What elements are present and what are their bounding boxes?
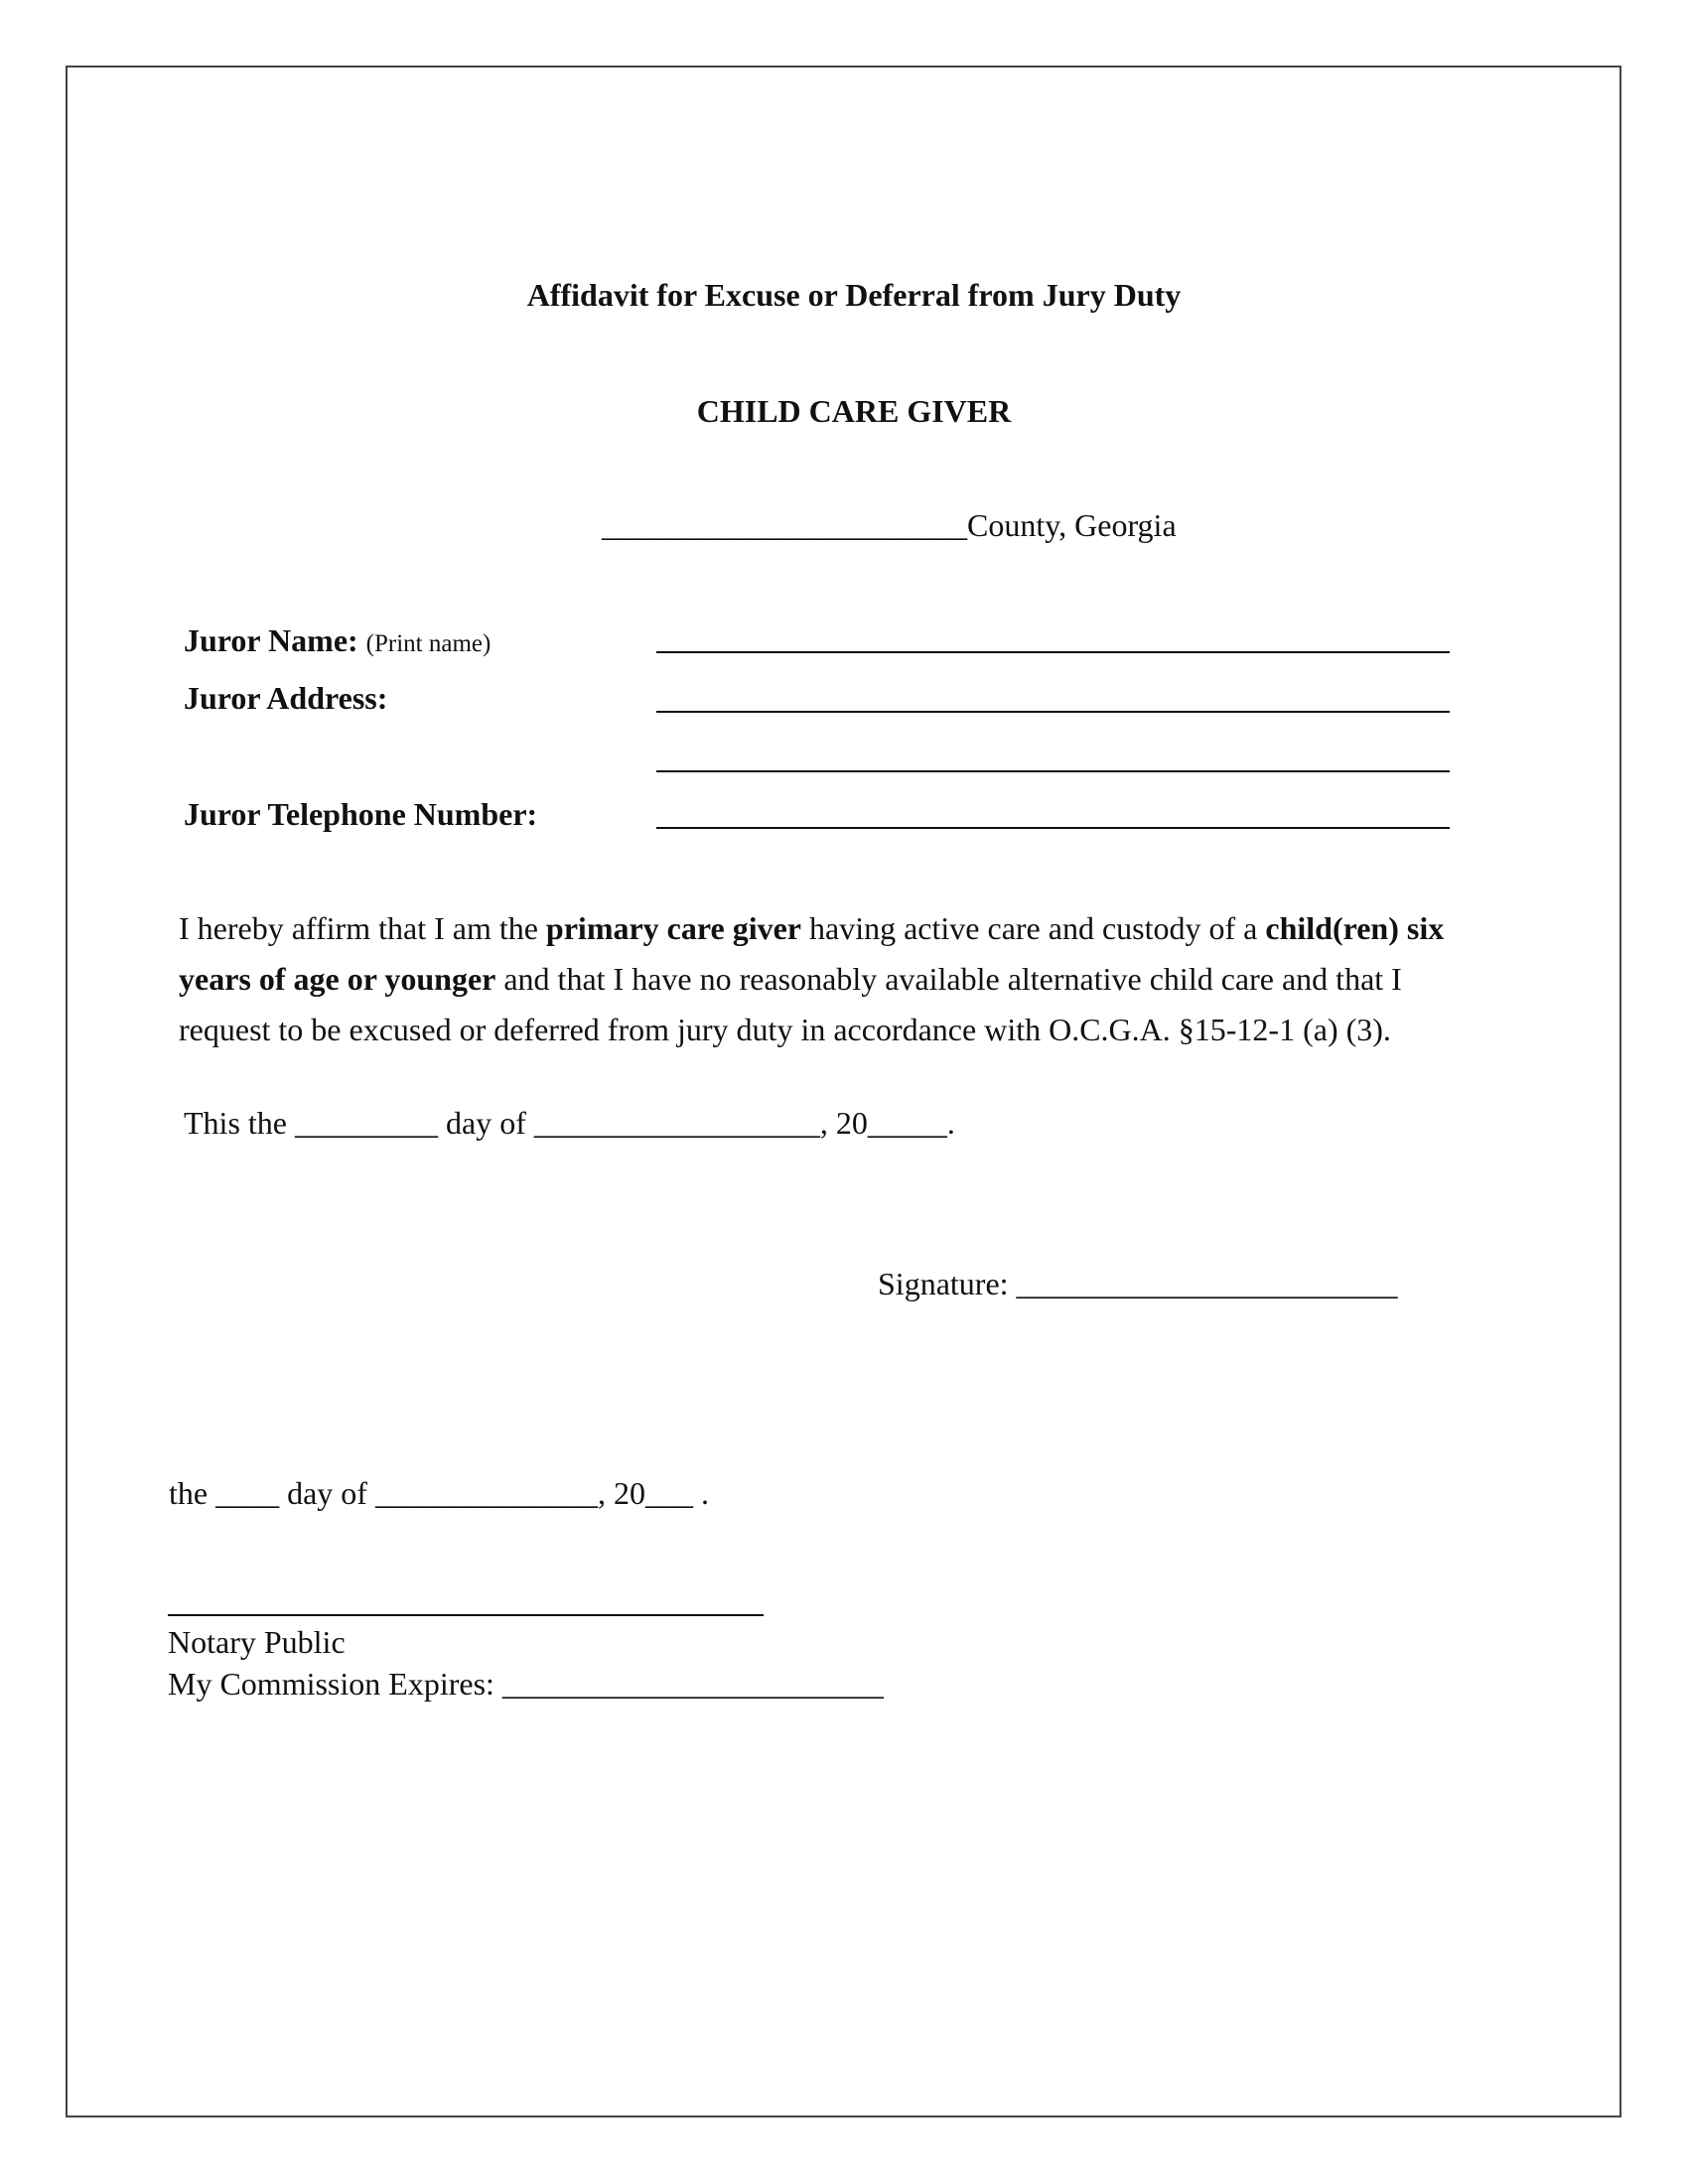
juror-address-label: Juror Address:: [184, 680, 388, 716]
juror-telephone-label: Juror Telephone Number:: [184, 796, 538, 832]
juror-telephone-field[interactable]: [656, 827, 1450, 829]
commission-expires-label: My Commission Expires:: [168, 1666, 502, 1702]
affirmation-text-1: I hereby affirm that I am the: [179, 910, 546, 946]
notary-signature-field[interactable]: [168, 1614, 764, 1616]
signature-blank[interactable]: ________________________: [1016, 1266, 1398, 1301]
affirmation-bold-children-age: child(ren) six years of age or younger: [179, 910, 1445, 997]
document-title: Affidavit for Excuse or Deferral from Jury Duty: [526, 277, 1182, 313]
signature-label: Signature:: [878, 1266, 1017, 1301]
commission-expires-line: [168, 1666, 884, 1703]
county-suffix: County, Georgia: [967, 507, 1177, 543]
page-border: [66, 66, 1621, 2117]
juror-name-label: [184, 622, 491, 659]
commission-expires-blank[interactable]: ________________________: [501, 1666, 884, 1702]
county-blank[interactable]: _______________________: [602, 507, 967, 543]
affirmation-text-3: and that I have no reasonably available alternative child care and that I request to be excused or deferred from jury duty in accordance with O.C.G.A. §15-12-1 (a) (3).: [179, 961, 1402, 1047]
document-subtitle: CHILD CARE GIVER: [696, 393, 1012, 429]
notary-date-line[interactable]: the ____ day of ______________, 20___ .: [169, 1475, 709, 1511]
notary-public-label: Notary Public: [168, 1624, 346, 1660]
juror-name-field[interactable]: [656, 651, 1450, 653]
affidavit-date-line[interactable]: This the _________ day of __________________, 20_____.: [184, 1105, 955, 1141]
juror-address-field-line2[interactable]: [656, 770, 1450, 772]
juror-name-label-text: Juror Name:: [184, 622, 358, 658]
signature-line: [878, 1266, 1398, 1302]
affirmation-bold-primary-care-giver: primary care giver: [545, 910, 801, 946]
print-name-hint: (Print name): [365, 630, 492, 657]
juror-address-field-line1[interactable]: [656, 711, 1450, 713]
county-line: [602, 507, 1177, 544]
affirmation-text-2: having active care and custody of a: [801, 910, 1266, 946]
affirmation-paragraph: [179, 903, 1470, 1055]
